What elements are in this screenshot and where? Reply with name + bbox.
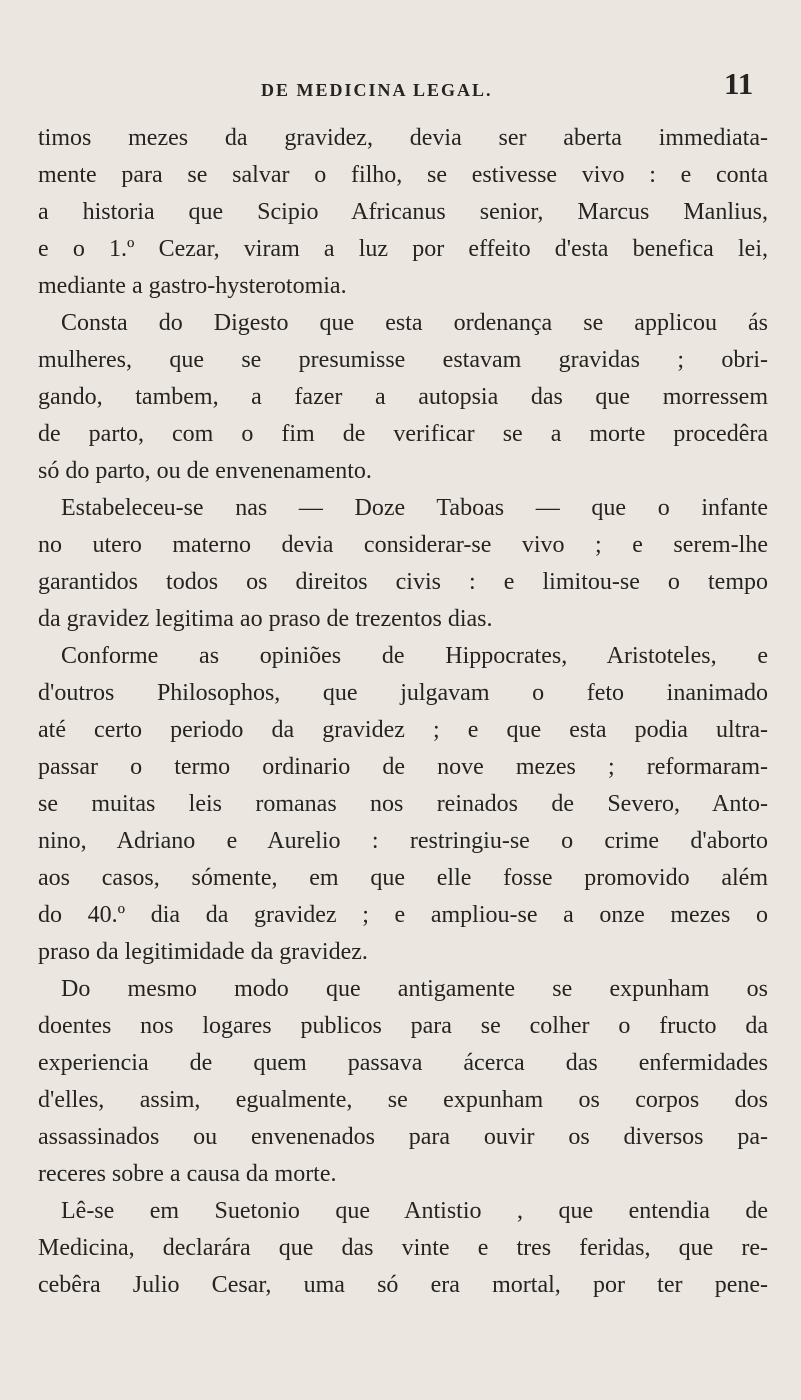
text-line: receres sobre a causa da morte. — [38, 1161, 337, 1187]
running-head: DE MEDICINA LEGAL. — [261, 80, 493, 100]
text-line: praso da legitimidade da gravidez. — [38, 939, 368, 965]
text-line: Medicina, declarára que das vinte e tres feridas, que re- — [38, 1235, 768, 1261]
body-text — [38, 120, 768, 1304]
text-line: mente para se salvar o filho, se estivesse vivo : e conta — [38, 162, 768, 188]
text-line: aos casos, sómente, em que elle fosse promovido além — [38, 865, 768, 891]
text-line: garantidos todos os direitos civis : e limitou-se o tempo — [38, 569, 768, 595]
text-line: e o 1.º Cezar, viram a luz por effeito d'esta benefica lei, — [38, 236, 768, 262]
text-line: mediante a gastro-hysterotomia. — [38, 273, 347, 299]
text-line: Consta do Digesto que esta ordenança se applicou ás — [61, 310, 768, 336]
text-line: no utero materno devia considerar-se vivo ; e serem-lhe — [38, 532, 768, 558]
text-line: passar o termo ordinario de nove mezes ; reformaram- — [38, 754, 768, 780]
text-line: nino, Adriano e Aurelio : restringiu-se o crime d'aborto — [38, 828, 768, 854]
text-line: Do mesmo modo que antigamente se expunham os — [61, 976, 768, 1002]
text-line: d'elles, assim, egualmente, se expunham os corpos dos — [38, 1087, 768, 1113]
text-line: de parto, com o fim de verificar se a morte procedêra — [38, 421, 768, 447]
text-line: cebêra Julio Cesar, uma só era mortal, por ter pene- — [38, 1272, 768, 1298]
text-line: gando, tambem, a fazer a autopsia das que morressem — [38, 384, 768, 410]
text-line: mulheres, que se presumisse estavam gravidas ; obri- — [38, 347, 768, 373]
text-line: Estabeleceu-se nas — Doze Taboas — que o infante — [61, 495, 768, 521]
text-line: Conforme as opiniões de Hippocrates, Aristoteles, e — [61, 643, 768, 669]
text-line: doentes nos logares publicos para se colher o fructo da — [38, 1013, 768, 1039]
text-line: experiencia de quem passava ácerca das enfermidades — [38, 1050, 768, 1076]
text-line: da gravidez legitima ao praso de trezentos dias. — [38, 606, 493, 632]
text-line: até certo periodo da gravidez ; e que esta podia ultra- — [38, 717, 768, 743]
text-line: a historia que Scipio Africanus senior, Marcus Manlius, — [38, 199, 768, 225]
text-line: Lê-se em Suetonio que Antistio , que entendia de — [61, 1198, 768, 1224]
text-line: timos mezes da gravidez, devia ser aberta immediata- — [38, 125, 768, 151]
text-line: só do parto, ou de envenenamento. — [38, 458, 372, 484]
page-number: 11 — [724, 66, 754, 101]
page-header — [0, 66, 801, 106]
text-line: do 40.º dia da gravidez ; e ampliou-se a onze mezes o — [38, 902, 768, 928]
text-line: se muitas leis romanas nos reinados de Severo, Anto- — [38, 791, 768, 817]
text-line: d'outros Philosophos, que julgavam o feto inanimado — [38, 680, 768, 706]
text-line: assassinados ou envenenados para ouvir os diversos pa- — [38, 1124, 768, 1150]
